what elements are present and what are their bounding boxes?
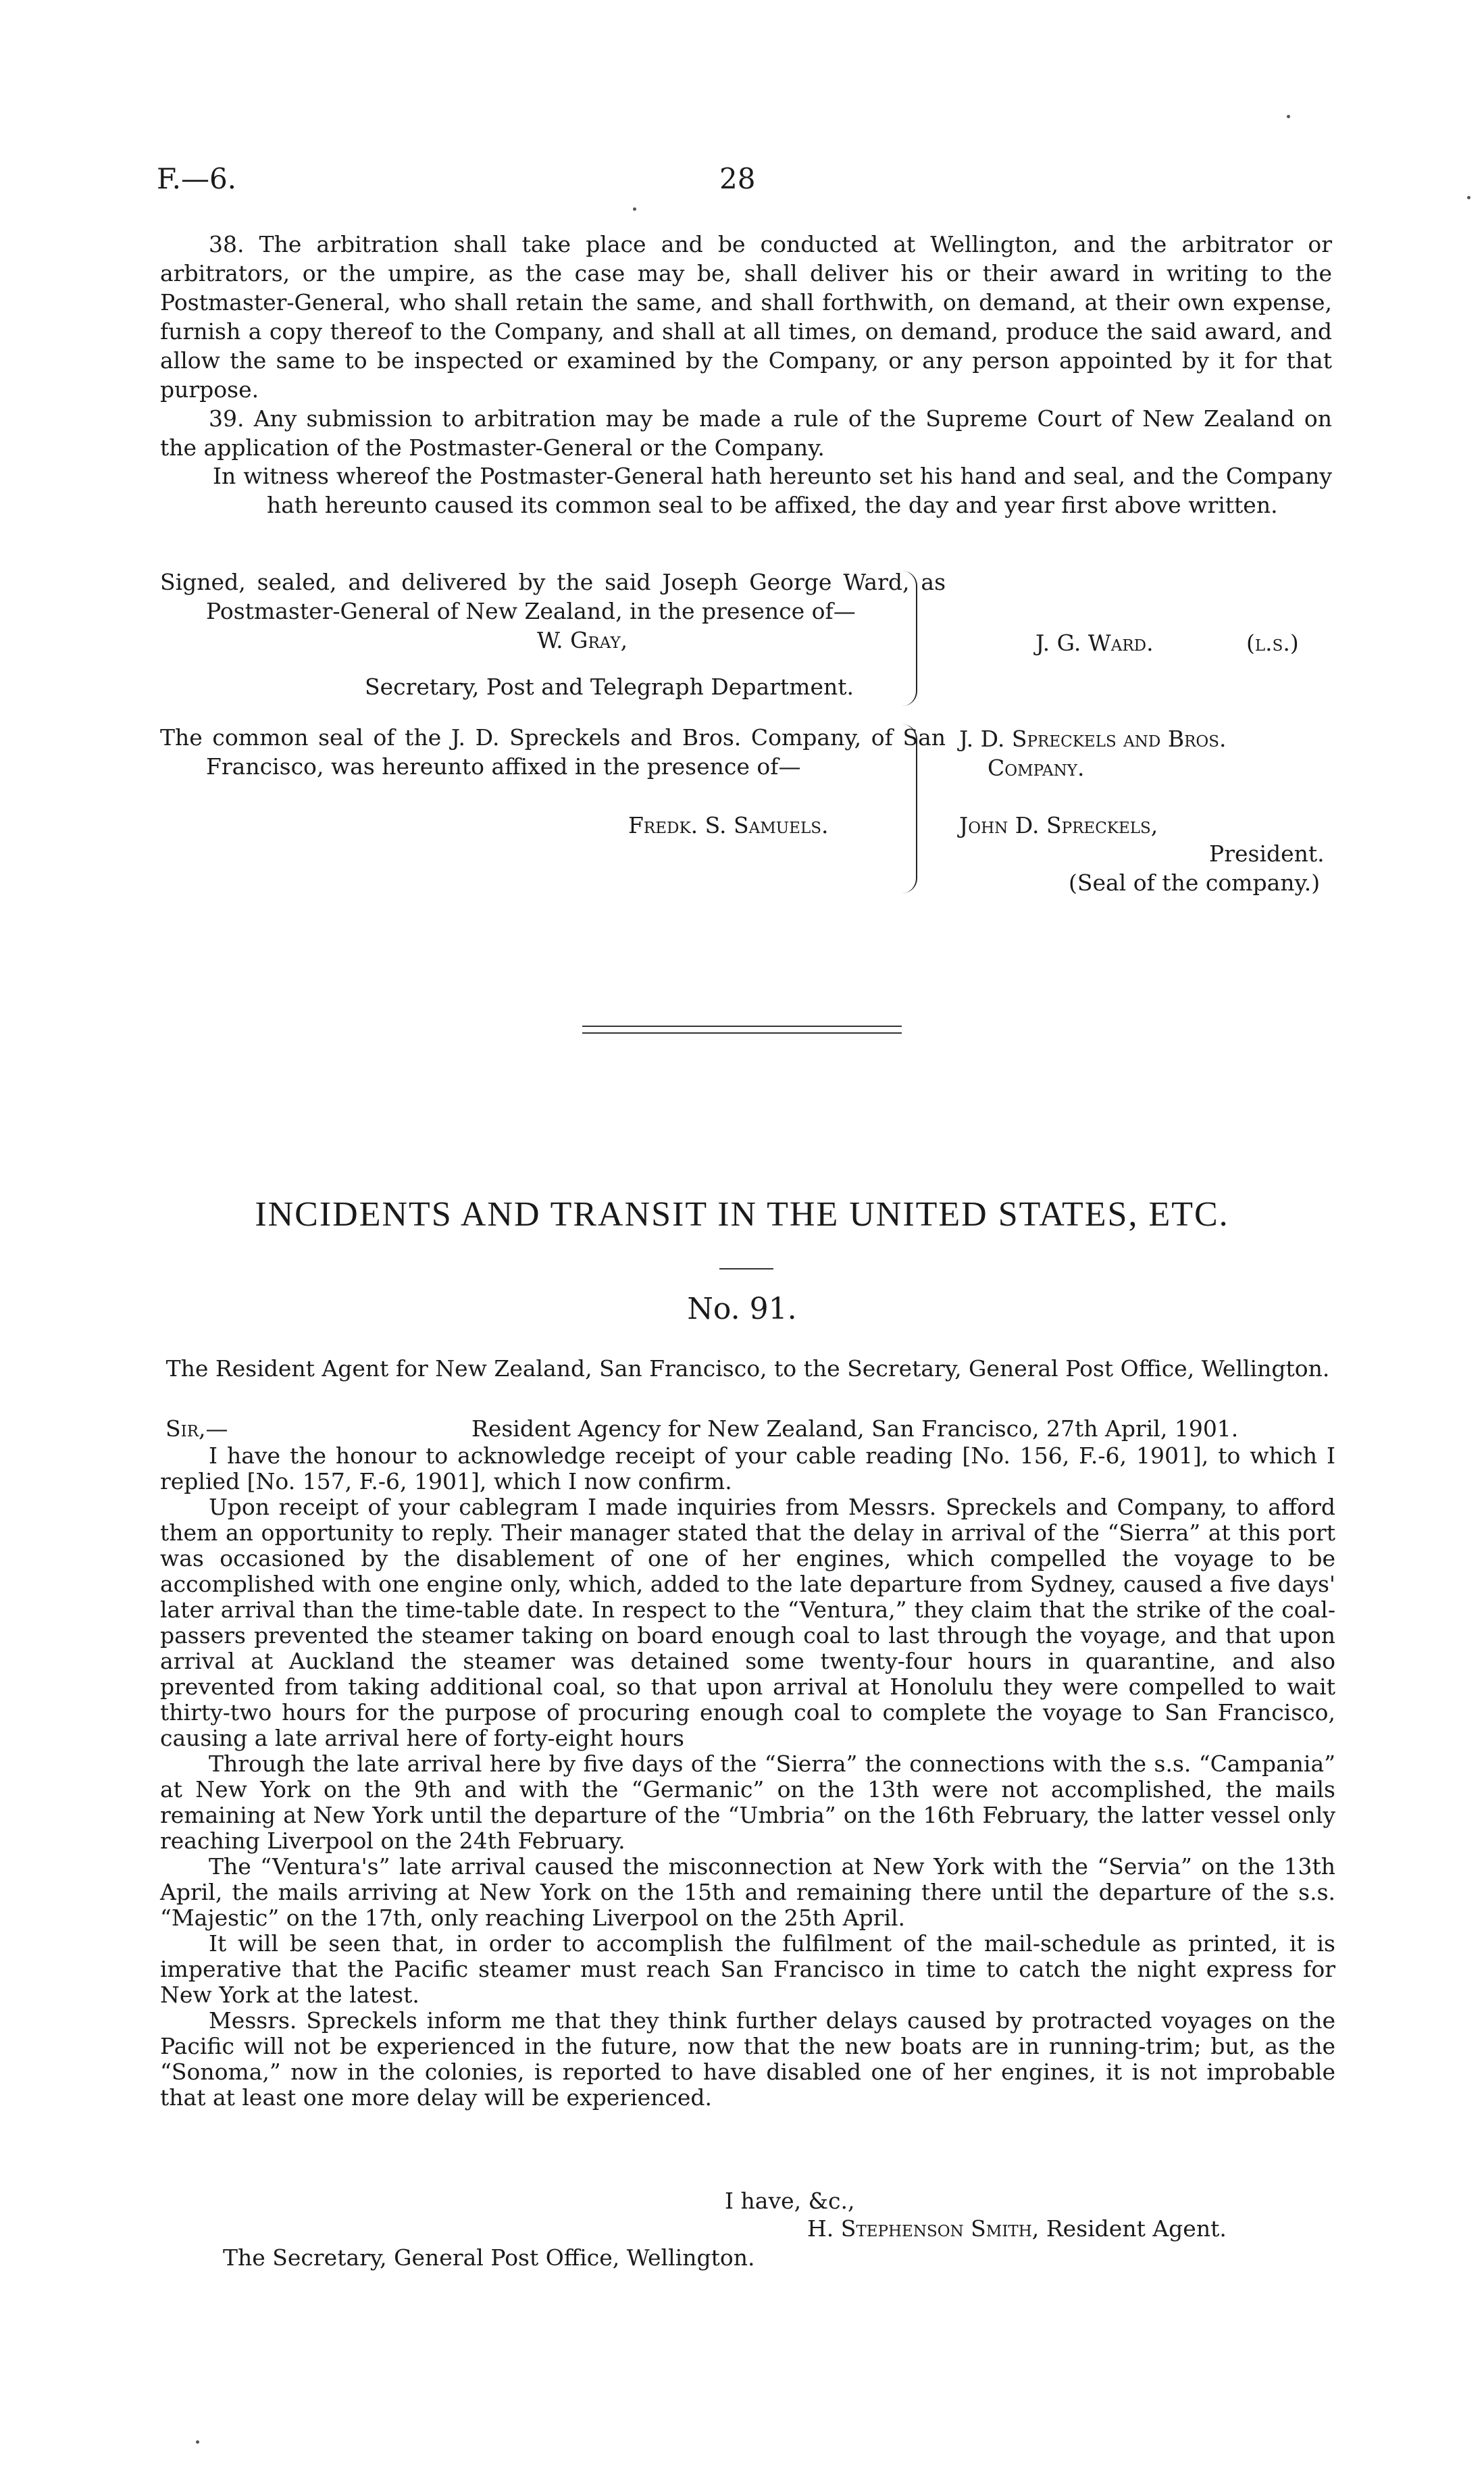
letter-from-to	[160, 1354, 1335, 1383]
witness-clause: In witness whereof the Postmaster-General hath hereunto set his hand and seal, and the Company hath hereunto caused its common seal to be affixed, the day and year first above written.	[213, 463, 1332, 518]
letter-signature	[807, 2214, 1227, 2243]
ward-signatory: J. G. Ward.	[1035, 630, 1154, 656]
report-reference: F.—6.	[157, 162, 237, 195]
scan-speck	[196, 2440, 199, 2444]
company-seal-note: (Seal of the company.)	[1069, 870, 1321, 896]
company-name-line1: J. D. Spreckels and Bros.	[959, 726, 1227, 752]
letter-closing: I have, &c.,	[725, 2188, 855, 2214]
spreckels-signatory: John D. Spreckels,	[959, 812, 1158, 838]
signature-block-ward	[160, 568, 946, 626]
letter-paragraph-1: I have the honour to acknowledge receipt of your cable reading [No. 156, F.-6, 1901], to which I replied [No. 157, F.-6, 1901], which I now confirm.	[160, 1442, 1335, 1494]
arbitration-clauses	[160, 230, 1332, 462]
letter-paragraph-6: Messrs. Spreckels inform me that they think further delays caused by protracted voyages on the Pacific will not be experienced in the future, now that the new boats are in running-trim; but, as the “Sonoma,” now in the colonies, is reported to have disabled one of her engines, it is not improbable that at least one more delay will be experienced.	[160, 2007, 1335, 2111]
page-number: 28	[719, 162, 756, 195]
ward-seal: (l.s.)	[1246, 630, 1299, 656]
separator-rule-bottom	[582, 1032, 902, 1034]
letter-addressee: The Secretary, General Post Office, Wellington.	[223, 2244, 755, 2271]
company-name-line2: Company.	[988, 755, 1085, 781]
scan-speck	[1467, 196, 1470, 199]
signature-block-spreckels	[160, 723, 946, 781]
letter-from-to-text: The Resident Agent for New Zealand, San Francisco, to the Secretary, General Post Office, Wellington.	[165, 1355, 1330, 1382]
letter-dateline: Resident Agency for New Zealand, San Francisco, 27th April, 1901.	[471, 1415, 1239, 1442]
ward-witness-name: W. Gray,	[537, 627, 628, 653]
signature-name: H. Stephenson Smith,	[807, 2215, 1040, 2242]
clause-38: 38. The arbitration shall take place and be conducted at Wellington, and the arbitrator or arbitrators, or the umpire, as the case may be, shall deliver his or their award in writing to the Postmaster-General, who shall retain the same, and shall forthwith, on demand, at their own expense, furnish a copy thereof to the Company, and shall at all times, on demand, produce the said award, and allow the same to be inspected or examined by the Company, or any person appointed by it for that purpose.	[160, 231, 1332, 403]
section-title: INCIDENTS AND TRANSIT IN THE UNITED STATES, ETC.	[255, 1195, 1229, 1234]
spreckels-attestation-text: The common seal of the J. D. Spreckels and Bros. Company, of San Francisco, was hereunto affixed in the presence of—	[160, 724, 946, 780]
letter-paragraph-4: The “Ventura's” late arrival caused the misconnection at New York with the “Servia” on the 13th April, the mails arriving at New York on the 15th and remaining there until the departure of the s.s. “Majestic” on the 17th, only reaching Liverpool on the 25th April.	[160, 1853, 1335, 1931]
letter-paragraph-2: Upon receipt of your cablegram I made inquiries from Messrs. Spreckels and Company, to afford them an opportunity to reply. Their manager stated that the delay in arrival of the “Sierra” at this port was occasioned by the disablement of one of her engines, which compelled the voyage to be accomplished with one engine only, which, added to the late departure from Sydney, caused a five days' later arrival than the time-table date. In respect to the “Ventura,” they claim that the strike of the coal-passers prevented the steamer taking on board enough coal to last through the voyage, and that upon arrival at Auckland the steamer was detained some twenty-four hours in quarantine, and also prevented from taking additional coal, so that upon arrival at Honolulu they were compelled to wait thirty-two hours for the purpose of procuring enough coal to complete the voyage to San Francisco, causing a late arrival here of forty-eight hours	[160, 1494, 1335, 1751]
clause-39: 39. Any submission to arbitration may be made a rule of the Supreme Court of New Zealand on the application of the Postmaster-General or the Company.	[160, 405, 1332, 461]
letter-salutation: Sir,—	[165, 1415, 228, 1442]
spreckels-witness-name: Fredk. S. Samuels.	[628, 812, 829, 838]
title-short-rule	[719, 1268, 773, 1269]
letter-body	[160, 1443, 1335, 2111]
page-speck	[633, 207, 636, 211]
brace-ward	[902, 571, 917, 706]
letter-paragraph-5: It will be seen that, in order to accomplish the fulfilment of the mail-schedule as printed, it is imperative that the Pacific steamer must reach San Francisco in time to catch the night express for New York at the latest.	[160, 1930, 1335, 2008]
letter-number: No. 91.	[687, 1292, 797, 1326]
scan-speck	[1287, 115, 1290, 118]
signature-title: Resident Agent.	[1046, 2215, 1227, 2242]
brace-spreckels	[902, 724, 917, 893]
separator-rule-top	[582, 1026, 902, 1027]
spreckels-signatory-title: President.	[1209, 840, 1325, 867]
letter-paragraph-3: Through the late arrival here by five days of the “Sierra” the connections with the s.s. “Campania” at New York on the 9th and with the “Germanic” on the 13th were not accomplished, the mails remaining at New York until the departure of the “Umbria” on the 16th February, the latter vessel only reaching Liverpool on the 24th February.	[160, 1751, 1335, 1854]
ward-attestation-text: Signed, sealed, and delivered by the said Joseph George Ward, as Postmaster-General of New Zealand, in the presence of—	[160, 569, 946, 624]
ward-witness-title: Secretary, Post and Telegraph Department.	[365, 674, 854, 700]
